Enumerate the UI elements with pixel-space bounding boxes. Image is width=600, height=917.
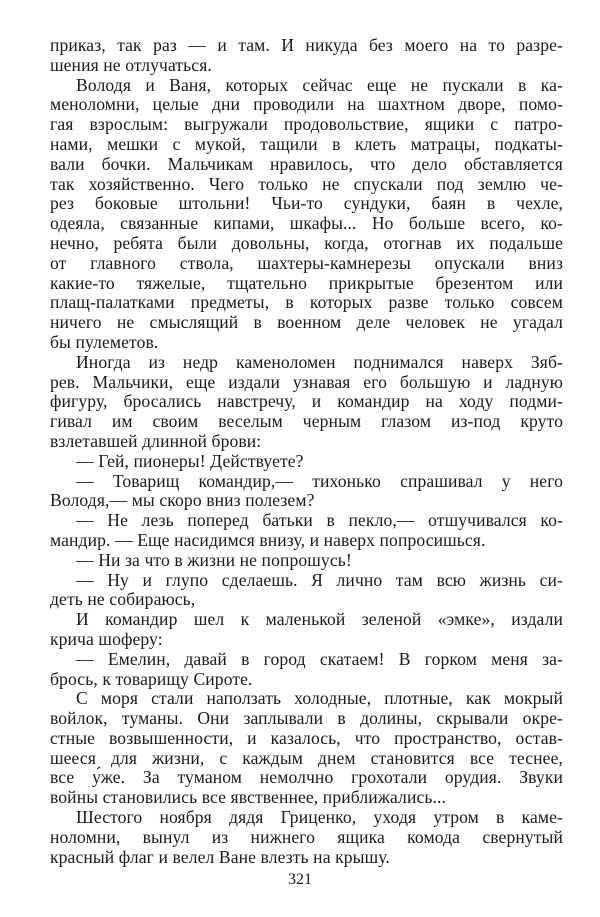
- paragraph: [50, 511, 563, 551]
- text-line: так хозяйственно. Чего только не спускали под землю че-: [50, 173, 563, 194]
- text-line: одеяла, связанные кипами, шкафы... Но больше всего, ко-: [50, 213, 563, 234]
- text-line: рез боковые штольни! Чьи-то сундуки, баян в чехле,: [50, 193, 563, 214]
- text-line: — Товарищ командир,— тихонько спрашивал у него: [76, 470, 563, 491]
- text-line: — Емелин, давай в город скатаем! В горком меня за-: [76, 648, 563, 669]
- text-line: деть не собираюсь,: [50, 589, 196, 610]
- paragraph: [50, 571, 563, 611]
- paragraph: [50, 452, 563, 472]
- paragraph: [50, 76, 563, 353]
- text-line: шения не отлучаться.: [50, 54, 212, 75]
- text-line: приказ, так раз — и там. И никуда без моего на то разре-: [50, 35, 563, 55]
- text-line: рев. Мальчики, еще издали узнавая его большую и ладную: [50, 371, 563, 392]
- text-line: Володя,— мы скоро вниз полезем?: [50, 490, 315, 511]
- text-line: шееся для жизни, с каждым днем становится все теснее,: [50, 747, 563, 768]
- text-line: войлок, туманы. Они заплывали в долины, скрывали окре-: [50, 708, 563, 729]
- text-line: нечно, ребята были довольны, когда, отогнав их подальше: [50, 232, 563, 253]
- paragraph: [50, 610, 563, 650]
- book-page-text: [50, 36, 563, 867]
- text-line: — Не лезь поперед батьки в пекло,— отшучивался ко-: [76, 510, 563, 531]
- text-line: крича шоферу:: [50, 628, 163, 649]
- paragraph: [50, 472, 563, 512]
- text-line: ничего не смыслящий в военном деле человек не угадал: [50, 312, 563, 333]
- text-line: — Гей, пионеры! Действуете?: [76, 450, 304, 471]
- text-line: бы пулеметов.: [50, 331, 159, 352]
- paragraph: [50, 551, 563, 571]
- text-line: — Ни за что в жизни не попрошусь!: [76, 549, 352, 570]
- text-line: гая взрослым: выгружали продовольствие, ящики с патро-: [50, 114, 563, 135]
- text-line: нами, мешки с мукой, тащили в клеть матрацы, подкаты-: [50, 133, 563, 154]
- text-line: стные возвышенности, и казалось, что пространство, остав-: [50, 727, 563, 748]
- text-line: фигуру, бросались навстречу, и командир на ходу подми-: [50, 391, 563, 412]
- paragraph: [50, 353, 563, 452]
- text-line: меноломни, целые дни проводили на шахтном дворе, помо-: [50, 94, 563, 115]
- text-line: — Ну и глупо сделаешь. Я лично там всю жизнь си-: [76, 569, 563, 590]
- text-line: брось, к товарищу Сироте.: [50, 668, 253, 689]
- text-line: ноломни, вынул из нижнего ящика комода свернутый: [50, 826, 563, 847]
- text-line: войны становились все явственнее, приближались...: [50, 787, 446, 808]
- paragraph: [50, 808, 563, 867]
- text-line: красный флаг и велел Ване влезть на крышу.: [50, 846, 390, 867]
- text-line: С моря стали наползать холодные, плотные, как мокрый: [76, 688, 563, 709]
- text-line: плащ-палатками предметы, в которых разве только совсем: [50, 292, 563, 313]
- text-line: Володя и Ваня, которых сейчас еще не пускали в ка-: [76, 74, 563, 95]
- text-line: Шестого ноября дядя Гриценко, уходя утром в каме-: [76, 807, 563, 828]
- text-line: все у́же. За туманом немолчно грохотали орудия. Звуки: [50, 767, 563, 788]
- paragraph: [50, 36, 563, 76]
- text-line: И командир шел к маленькой зеленой «эмке», издали: [76, 609, 563, 630]
- page-number: 321: [288, 871, 312, 888]
- text-line: Иногда из недр каменоломен поднимался наверх Зяб-: [76, 351, 563, 372]
- text-line: гивал им своим веселым черным глазом из-под круто: [50, 411, 563, 432]
- paragraph: [50, 689, 563, 808]
- text-line: взлетавшей длинной брови:: [50, 430, 262, 451]
- text-line: мандир. — Еще насидимся внизу, и наверх попросишься.: [50, 529, 486, 550]
- text-line: вали бочки. Мальчикам нравилось, что дело обставляется: [50, 153, 563, 174]
- text-line: какие-то тяжелые, тщательно прикрытые брезентом или: [50, 272, 563, 293]
- text-line: от главного ствола, шахтеры-камнерезы опускали вниз: [50, 252, 563, 273]
- paragraph: [50, 650, 563, 690]
